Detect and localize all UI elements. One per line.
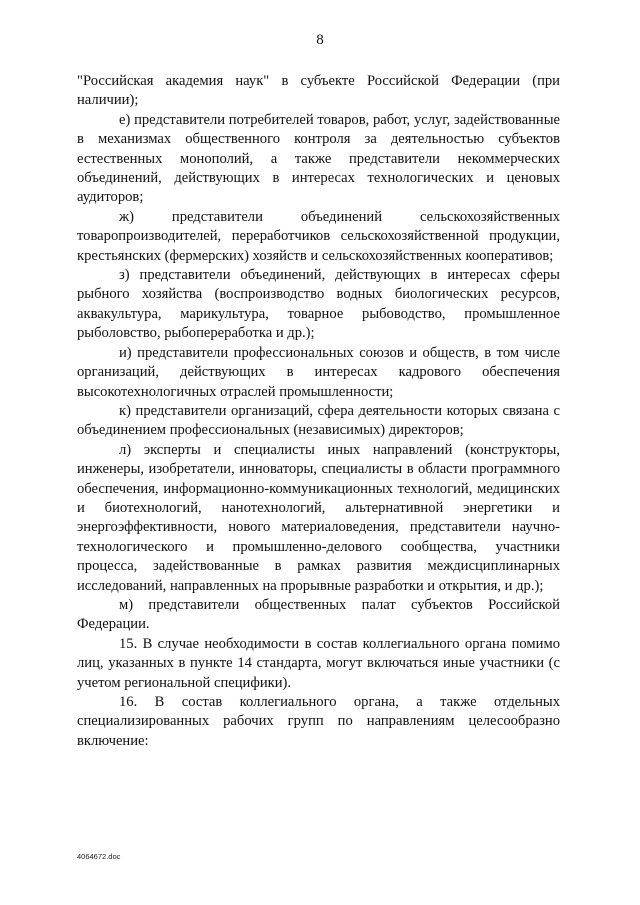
paragraph-clause-16: 16. В состав коллегиального органа, а также отдельных специализированных рабочих групп по направлениям целесообразно включение:	[77, 694, 560, 749]
page-number: 8	[316, 32, 324, 48]
paragraph-item-k: к) представители организаций, сфера деятельности которых связана с объединением профессиональных (независимых) директоров;	[77, 402, 560, 439]
document-file-id: 4064672.doc	[77, 852, 121, 861]
paragraph-item-m: м) представители общественных палат субъектов Российской Федерации.	[77, 596, 560, 633]
paragraph-item-zh: ж) представители объединений сельскохозяйственных товаропроизводителей, переработчиков сельскохозяйственной продукции, крестьянских (фермерских) хозяйств и сельскохозяйственных кооперативов;	[77, 208, 560, 264]
paragraph-item-l: л) эксперты и специалисты иных направлений (конструкторы, инженеры, изобретатели, инноваторы, специалисты в области программного обеспечения, информационно-коммуникационных технологий, медицинских и биотехнологий, нанотехнологий, альтернативной энергетики и энергоэффективности, нового материаловедения, представители научно-технологического и промышленно-делового сообщества, участники процесса, задействованные в рамках развития междисциплинарных исследований, направленных на прорывные разработки и открытия, и др.);	[77, 441, 560, 594]
paragraph-item-i: и) представители профессиональных союзов и обществ, в том числе организаций, действующих в интересах кадрового обеспечения высокотехнологичных отраслей промышленности;	[77, 344, 560, 400]
paragraph-clause-15: 15. В случае необходимости в состав коллегиального органа помимо лиц, указанных в пункте 14 стандарта, могут включаться иные участники (с учетом региональной специфики).	[77, 635, 560, 691]
paragraph-item-e: е) представители потребителей товаров, работ, услуг, задействованные в механизмах общественного контроля за деятельностью субъектов естественных монополий, а также представители некоммерческих объединений, действующих в интересах технологических и ценовых аудиторов;	[77, 111, 560, 206]
paragraph-item-z: з) представители объединений, действующих в интересах сферы рыбного хозяйства (воспроизводство водных биологических ресурсов, аквакультура, марикультура, товарное рыбоводство, промышленное рыболовство, рыбопереработка и др.);	[77, 267, 560, 342]
document-body	[77, 72, 560, 751]
paragraph-academy: "Российская академия наук" в субъекте Российской Федерации (при наличии);	[77, 73, 560, 109]
